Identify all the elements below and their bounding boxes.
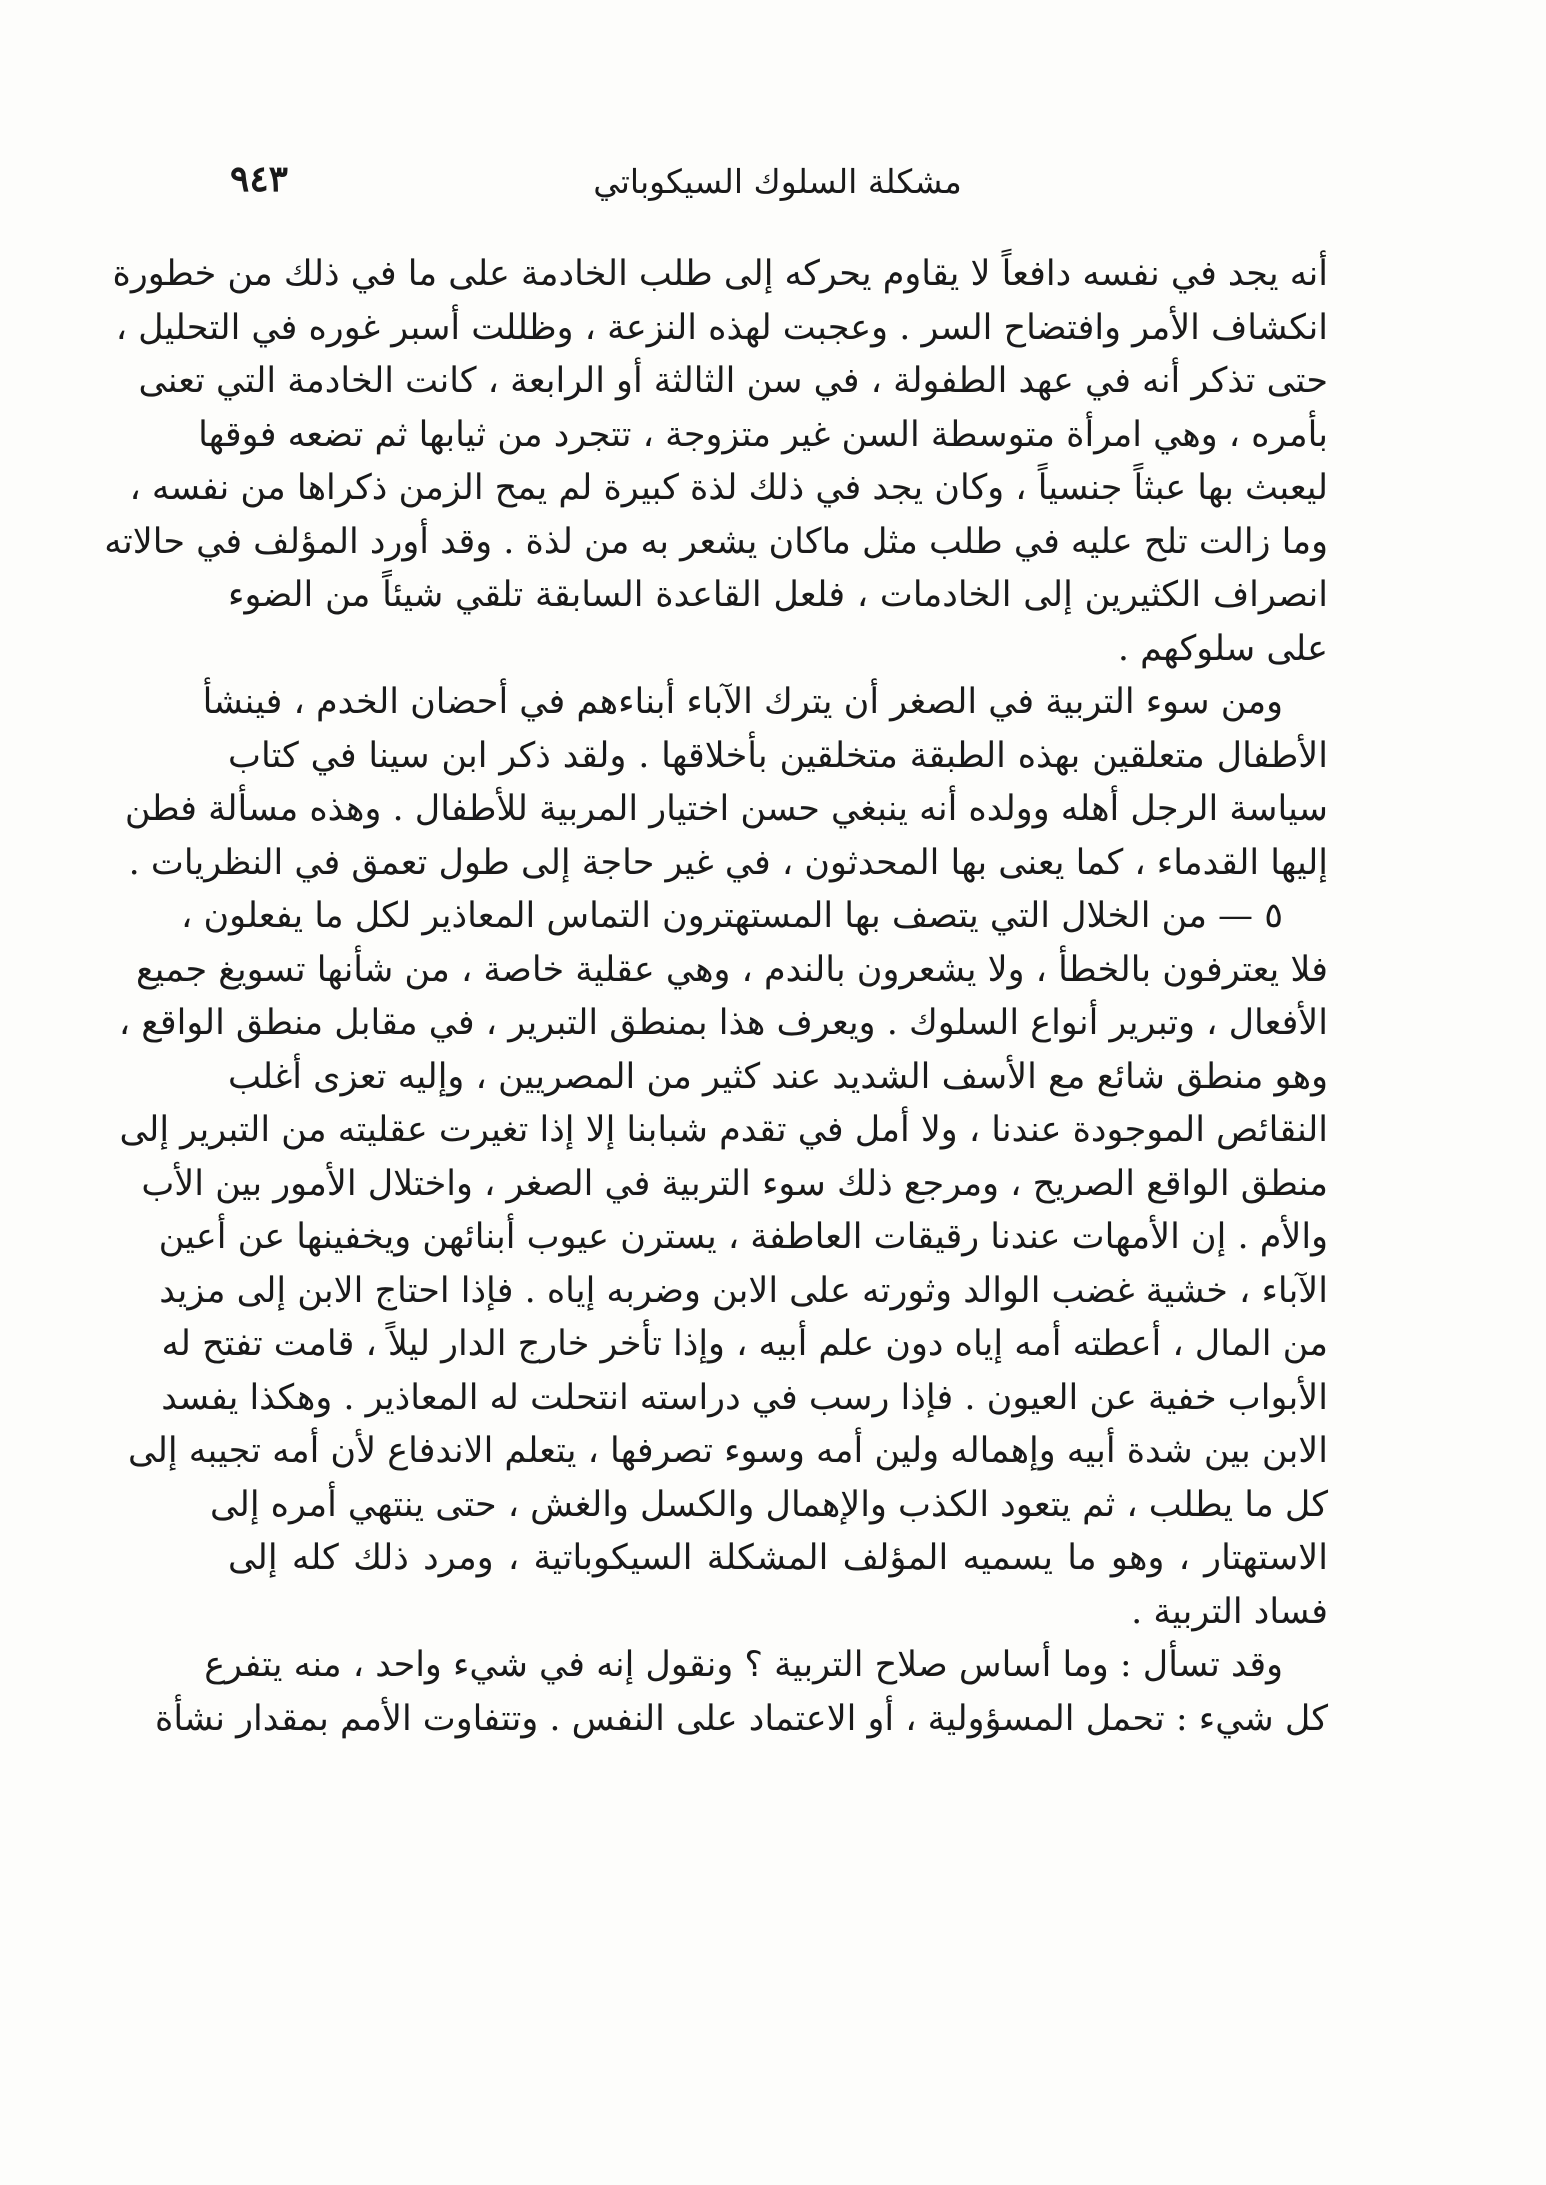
text-line: والأم . إن الأمهات عندنا رقيقات العاطفة ، يسترن عيوب أبنائهن ويخفينها عن أعين [158, 1217, 1328, 1257]
text-line: فلا يعترفون بالخطأ ، ولا يشعرون بالندم ، وهي عقلية خاصة ، من شأنها تسويغ جميع [136, 949, 1328, 990]
text-line: سياسة الرجل أهله وولده أنه ينبغي حسن اختيار المربية للأطفال . وهذه مسألة فطن [124, 789, 1328, 829]
text-line: الأطفال متعلقين بهذه الطبقة متخلقين بأخلاقها . ولقد ذكر ابن سينا في كتاب [228, 735, 1328, 776]
text-line: انكشاف الأمر وافتضاح السر . وعجبت لهذه النزعة ، وظللت أسبر غوره في التحليل ، [115, 307, 1328, 348]
text-line: ٥ — من الخلال التي يتصف بها المستهترون التماس المعاذير لكل ما يفعلون ، [181, 896, 1283, 936]
text-line: بأمره ، وهي امرأة متوسطة السن غير متزوجة ، تتجرد من ثيابها ثم تضعه فوقها [198, 414, 1328, 455]
text-line: كل شيء : تحمل المسؤولية ، أو الاعتماد على النفس . وتتفاوت الأمم بمقدار نشأة [155, 1698, 1328, 1739]
running-title: مشكلة السلوك السيكوباتي [593, 162, 962, 201]
body-text [104, 248, 1328, 1746]
text-line: إليها القدماء ، كما يعنى بها المحدثون ، في غير حاجة إلى طول تعمق في النظريات . [128, 842, 1328, 883]
page-header [230, 158, 1325, 218]
text-line: كل ما يطلب ، ثم يتعود الكذب والإهمال والكسل والغش ، حتى ينتهي أمره إلى [209, 1484, 1328, 1525]
text-line: فساد التربية . [1131, 1591, 1328, 1632]
text-line: وقد تسأل : وما أساس صلاح التربية ؟ ونقول إنه في شيء واحد ، منه يتفرع [204, 1645, 1283, 1685]
text-line: وهو منطق شائع مع الأسف الشديد عند كثير من المصريين ، وإليه تعزى أغلب [228, 1056, 1328, 1097]
page-number: ٩٤٣ [230, 158, 289, 200]
text-line: على سلوكهم . [1117, 628, 1328, 669]
text-line: الابن بين شدة أبيه وإهماله ولين أمه وسوء تصرفها ، يتعلم الاندفاع لأن أمه تجيبه إلى [128, 1431, 1328, 1471]
text-line: وما زالت تلح عليه في طلب مثل ماكان يشعر به من لذة . وقد أورد المؤلف في حالاته [104, 521, 1328, 562]
text-line: منطق الواقع الصريح ، ومرجع ذلك سوء التربية في الصغر ، واختلال الأمور بين الأب [141, 1163, 1328, 1204]
text-line: الآباء ، خشية غضب الوالد وثورته على الابن وضربه إياه . فإذا احتاج الابن إلى مزيد [159, 1270, 1328, 1311]
text-line: النقائص الموجودة عندنا ، ولا أمل في تقدم شبابنا إلا إذا تغيرت عقليته من التبرير إلى [119, 1110, 1328, 1150]
text-line: أنه يجد في نفسه دافعاً لا يقاوم يحركه إلى طلب الخادمة على ما في ذلك من خطورة [112, 254, 1328, 294]
text-line: ومن سوء التربية في الصغر أن يترك الآباء أبناءهم في أحضان الخدم ، فينشأ [202, 682, 1283, 722]
text-line: حتى تذكر أنه في عهد الطفولة ، في سن الثالثة أو الرابعة ، كانت الخادمة التي تعنى [138, 361, 1328, 401]
text-line: الاستهتار ، وهو ما يسميه المؤلف المشكلة السيكوباتية ، ومرد ذلك كله إلى [228, 1538, 1328, 1578]
text-line: ليعبث بها عبثاً جنسياً ، وكان يجد في ذلك لذة كبيرة لم يمح الزمن ذكراها من نفسه ، [129, 468, 1328, 508]
text-line: من المال ، أعطته أمه إياه دون علم أبيه ، وإذا تأخر خارج الدار ليلاً ، قامت تفتح له [161, 1324, 1328, 1364]
text-line: الأفعال ، وتبرير أنواع السلوك . ويعرف هذا بمنطق التبرير ، في مقابل منطق الواقع ، [118, 1003, 1328, 1043]
text-line: انصراف الكثيرين إلى الخادمات ، فلعل القاعدة السابقة تلقي شيئاً من الضوء [228, 575, 1328, 615]
text-line: الأبواب خفية عن العيون . فإذا رسب في دراسته انتحلت له المعاذير . وهكذا يفسد [161, 1377, 1328, 1418]
